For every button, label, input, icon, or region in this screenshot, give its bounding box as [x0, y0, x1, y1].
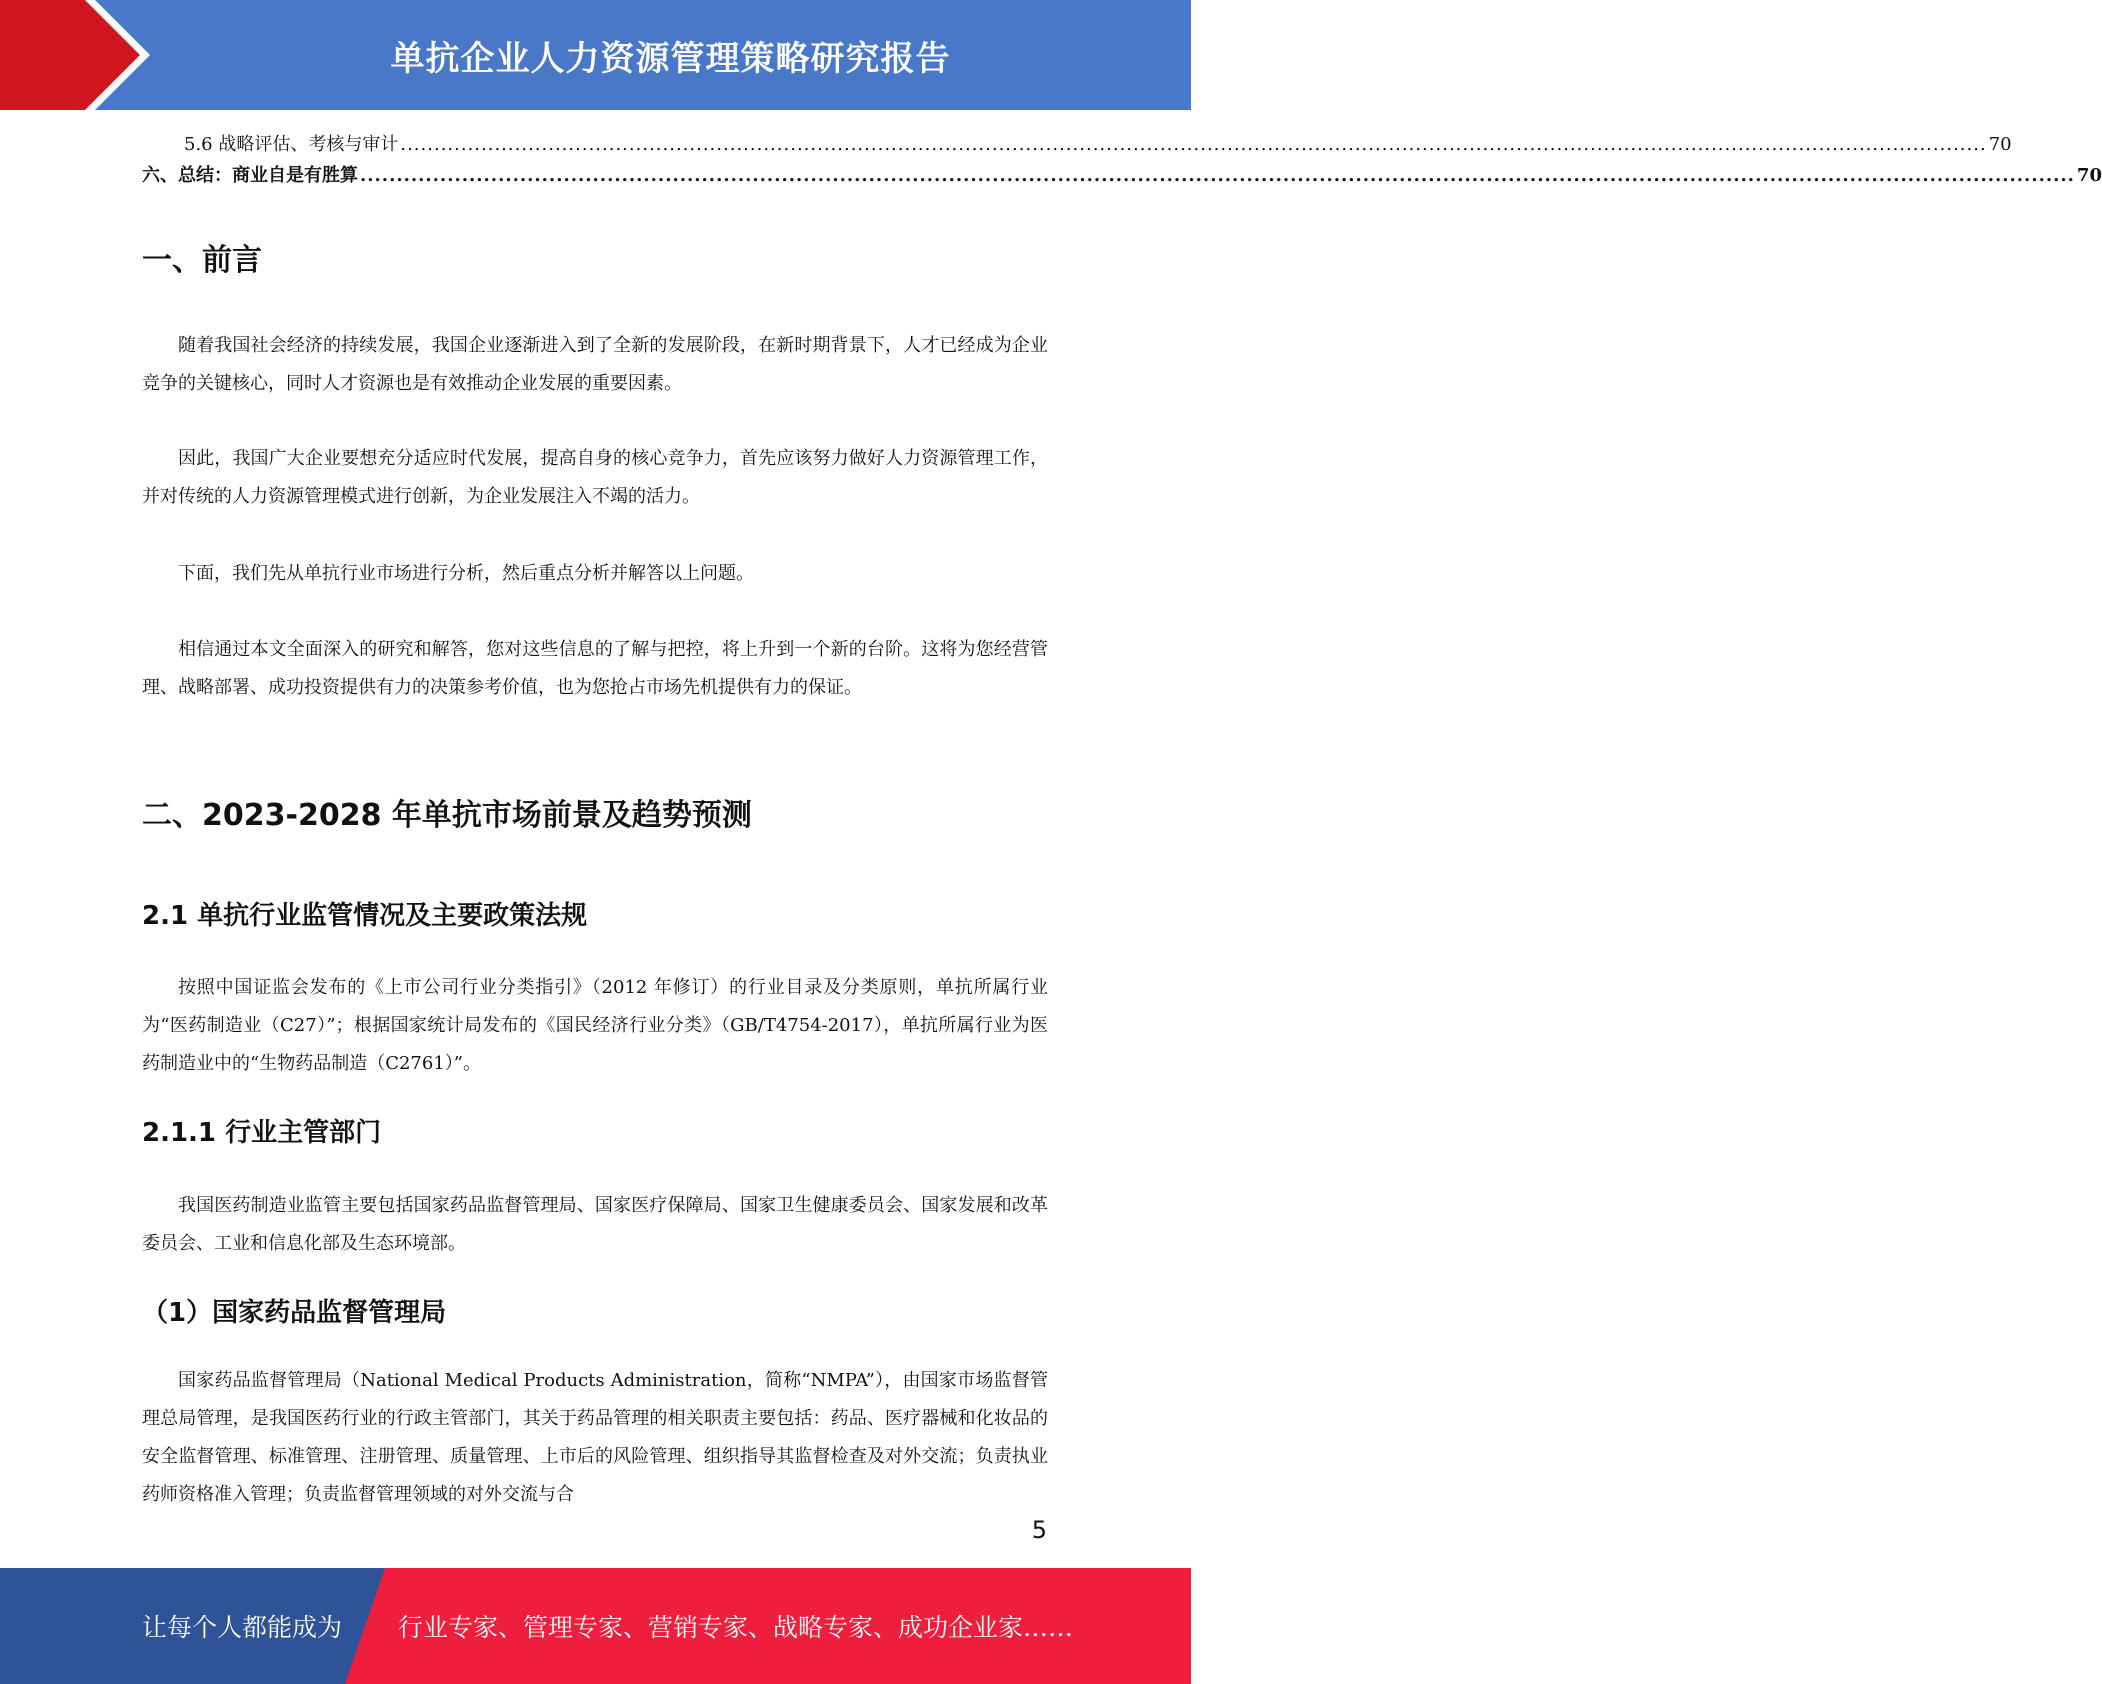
paragraph: 随着我国社会经济的持续发展，我国企业逐渐进入到了全新的发展阶段，在新时期背景下，人才已经成为企业竞争的关键核心，同时人才资源也是有效推动企业发展的重要因素。: [142, 335, 1048, 394]
paragraph: 按照中国证监会发布的《上市公司行业分类指引》（2012 年修订）的行业目录及分类原则，单抗所属行业为“医药制造业（C27）”；根据国家统计局发布的《国民经济行业分类》（GB/T4754-2017），单抗所属行业为医药制造业中的“生物药品制造（C2761）”。: [142, 977, 1048, 1074]
toc-entry[interactable]: [142, 161, 2102, 187]
subsection-title-2-1-1: 2.1.1 行业主管部门: [142, 1118, 382, 1148]
section-title-preface: 一、前言: [142, 243, 262, 278]
paragraph: 相信通过本文全面深入的研究和解答，您对这些信息的了解与把控，将上升到一个新的台阶。这将为您经营管理、战略部署、成功投资提供有力的决策参考价值，也为您抢占市场先机提供有力的保证。: [142, 639, 1048, 698]
page-footer: [0, 1568, 1191, 1684]
subsection-title-nmpa: （1）国家药品监督管理局: [142, 1298, 447, 1328]
footer-slogan-right: 行业专家、管理专家、营销专家、战略专家、成功企业家……: [398, 1613, 1074, 1642]
toc-entry-label: 六、总结：商业自是有胜算: [142, 165, 358, 186]
header-arrow-shape: [0, 0, 160, 110]
paragraph: 下面，我们先从单抗行业市场进行分析，然后重点分析并解答以上问题。: [178, 563, 754, 584]
toc-entry[interactable]: [184, 130, 2012, 156]
section-title-forecast: 二、2023-2028 年单抗市场前景及趋势预测: [142, 798, 752, 833]
toc-entry-label: 5.6 战略评估、考核与审计: [184, 134, 399, 155]
paragraph: 国家药品监督管理局（National Medical Products Administration，简称“NMPA”），由国家市场监督管理总局管理，是我国医药行业的行政主管部门，其关于药品管理的相关职责主要包括：药品、医疗器械和化妆品的安全监督管理、标准管理、注册管理、质量管理、上市后的风险管理、组织指导其监督检查及对外交流；负责执业药师资格准入管理；负责监督管理领域的对外交流与合: [142, 1370, 1048, 1505]
paragraph: 我国医药制造业监管主要包括国家药品监督管理局、国家医疗保障局、国家卫生健康委员会、国家发展和改革委员会、工业和信息化部及生态环境部。: [142, 1195, 1048, 1254]
page-header: [0, 0, 1191, 110]
toc-entry-page: 70: [1988, 134, 2012, 155]
footer-slogan-left: 让每个人都能成为: [142, 1613, 343, 1642]
toc-leader-dots: ............................................................................................................................................................................................................................................: [360, 165, 2075, 186]
toc-entry-page: 70: [2076, 165, 2102, 186]
page-number: 5: [1031, 1516, 1047, 1544]
paragraph: 因此，我国广大企业要想充分适应时代发展，提高自身的核心竞争力，首先应该努力做好人力资源管理工作，并对传统的人力资源管理模式进行创新，为企业发展注入不竭的活力。: [142, 448, 1048, 507]
subsection-title-2-1: 2.1 单抗行业监管情况及主要政策法规: [142, 901, 588, 931]
header-title: 单抗企业人力资源管理策略研究报告: [390, 38, 951, 79]
toc-leader-dots: ............................................................................................................................................................................................................................................: [400, 134, 1987, 155]
